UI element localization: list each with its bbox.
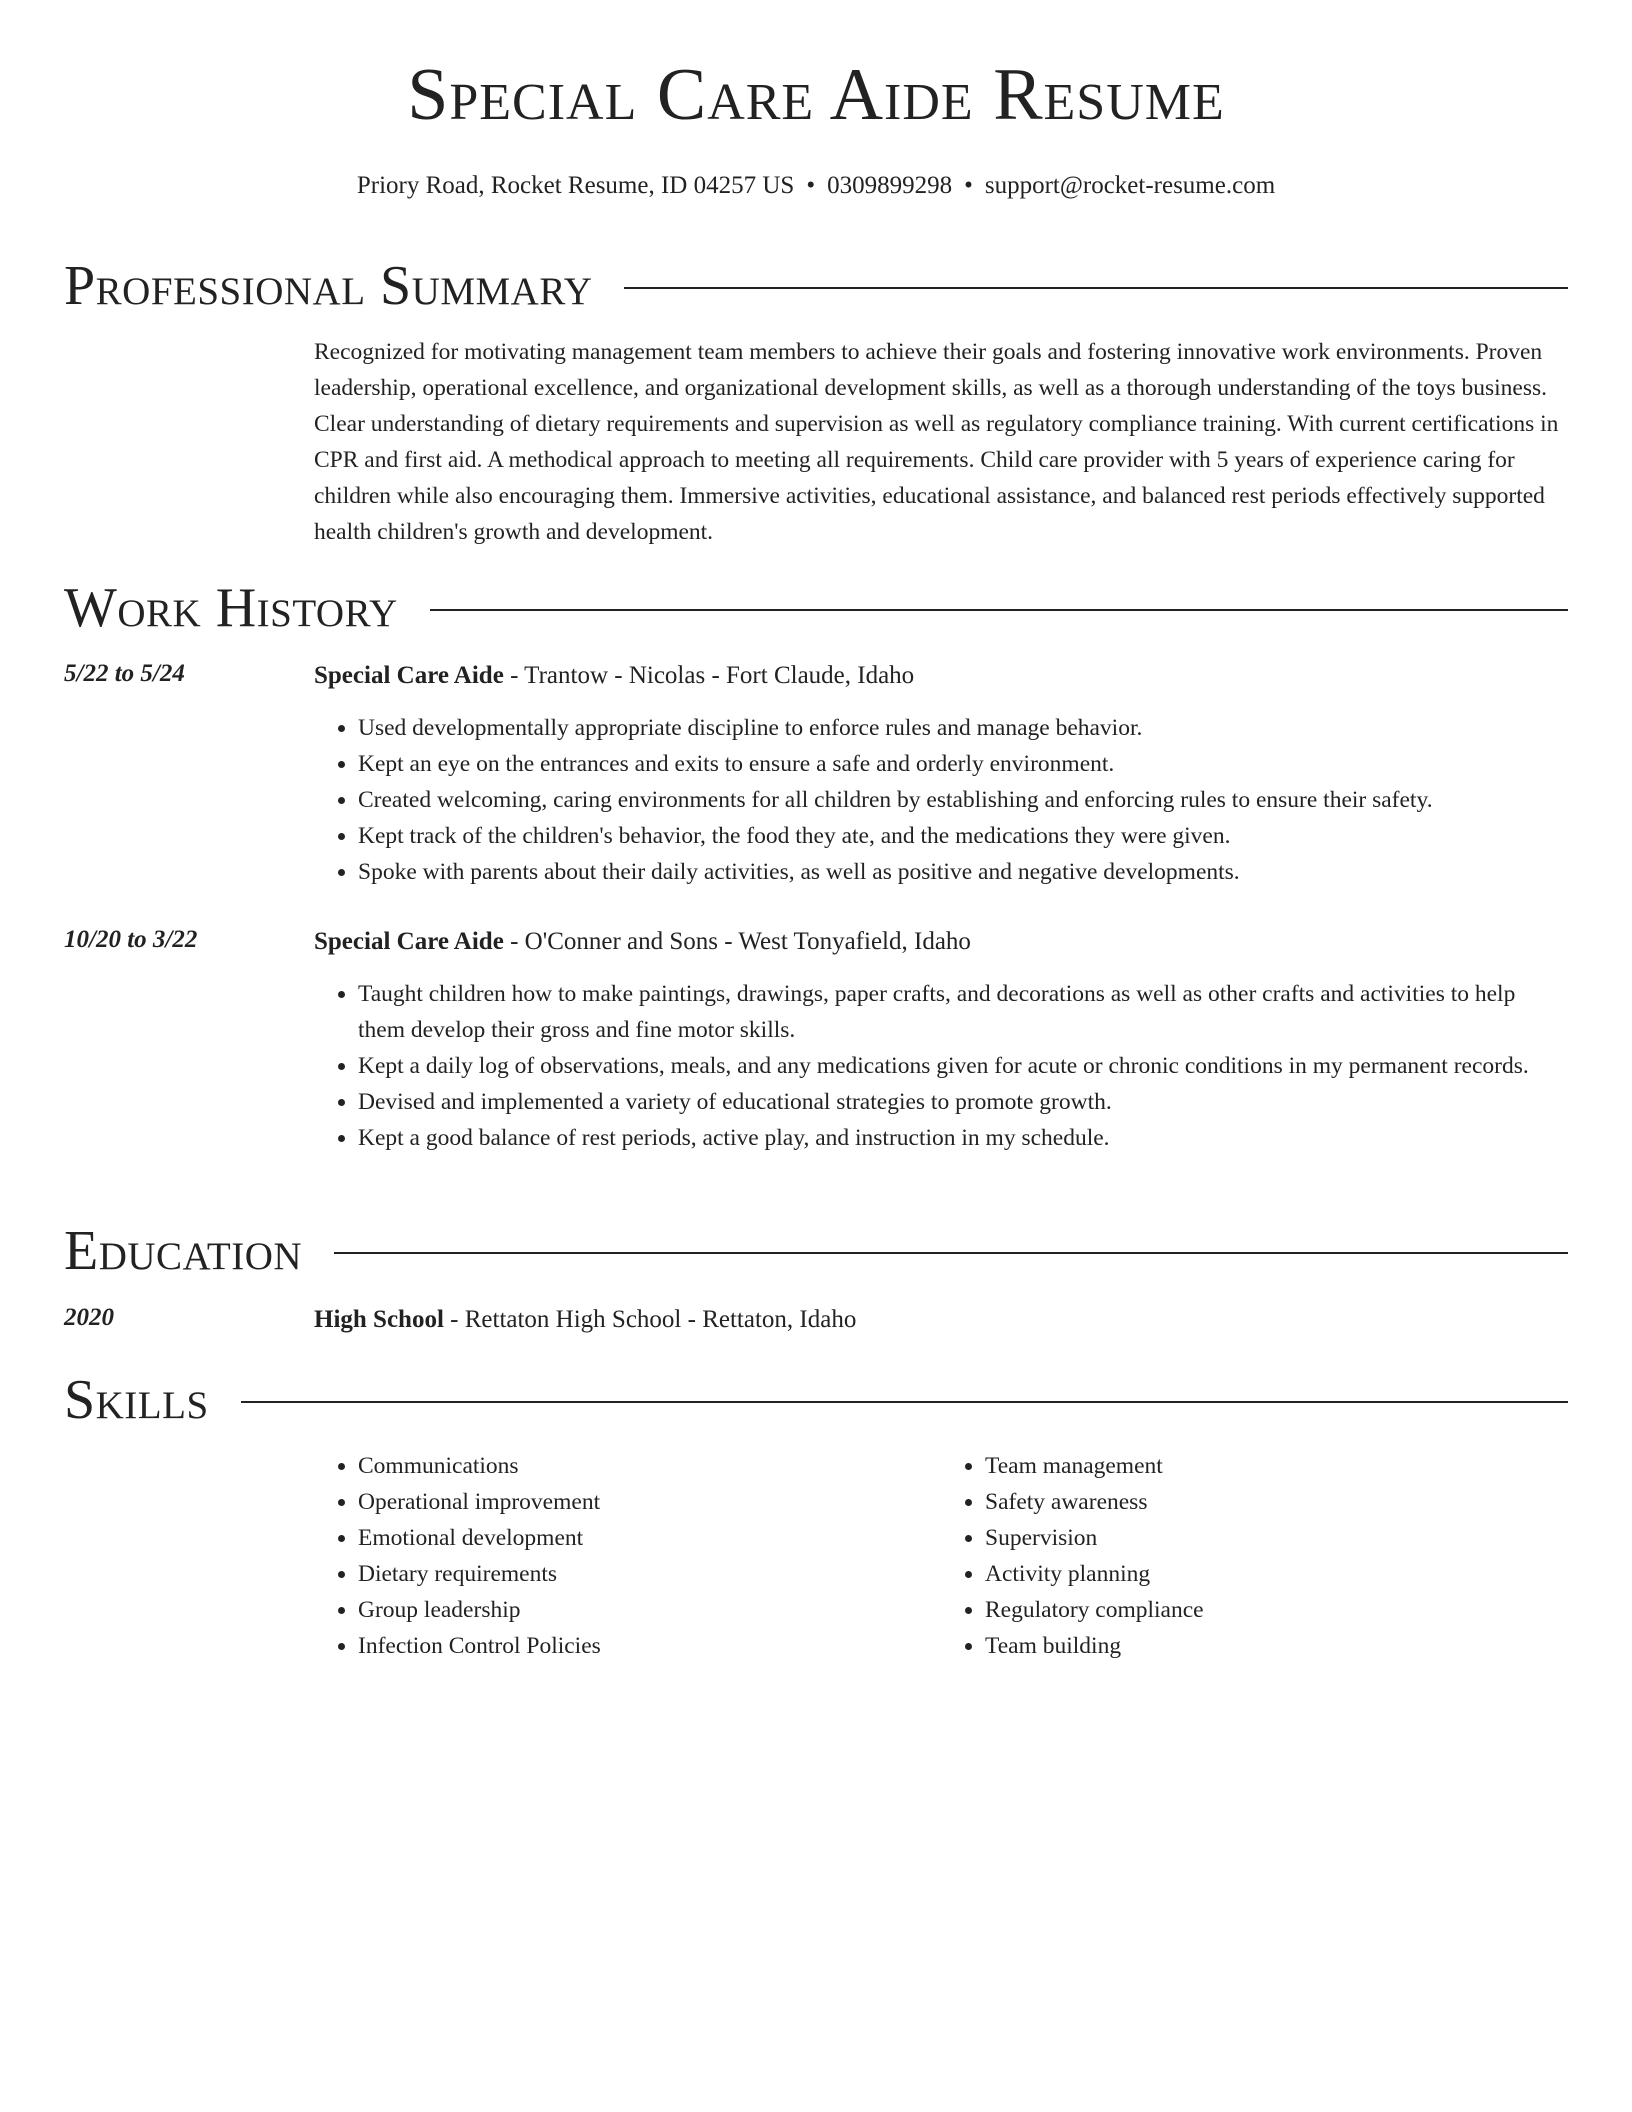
skill-item: • Operational improvement: [358, 1484, 941, 1520]
list-item: • Taught children how to make paintings, drawings, paper crafts, and decorations as well as other crafts and activities to help them develop their gross and fine motor skills.: [358, 976, 1568, 1048]
job-details: - Trantow - Nicolas - Fort Claude, Idaho: [503, 662, 915, 689]
skill-item: • Regulatory compliance: [985, 1592, 1568, 1628]
section-title: Professional Summary: [64, 255, 593, 317]
separator: •: [806, 172, 816, 199]
job-bullet-list: [314, 710, 1568, 890]
education-section-heading: [64, 1220, 1568, 1282]
skills-list-right: [941, 1448, 1568, 1664]
skill-item: • Communications: [358, 1448, 941, 1484]
school-details: - Rettaton High School - Rettaton, Idaho: [443, 1306, 857, 1333]
section-divider: [334, 1252, 1568, 1254]
section-title: Work History: [64, 577, 398, 639]
list-item: • Kept an eye on the entrances and exits to ensure a safe and orderly environment.: [358, 746, 1568, 782]
resume-title: Special Care Aide Resume: [407, 54, 1225, 136]
list-item: • Kept a daily log of observations, meals, and any medications given for acute or chronic conditions in my permanent records.: [358, 1048, 1568, 1084]
section-divider: [241, 1401, 1568, 1403]
phone: 0309899298: [827, 172, 953, 199]
skill-item: • Group leadership: [358, 1592, 941, 1628]
job-dates: 5/22 to 5/24: [64, 660, 185, 687]
skills-section-heading: [64, 1369, 1568, 1431]
section-title: Skills: [64, 1369, 209, 1431]
list-item: • Devised and implemented a variety of educational strategies to promote growth.: [358, 1084, 1568, 1120]
skills-columns: [314, 1448, 1568, 1664]
skill-item: • Team building: [985, 1628, 1568, 1664]
education-year: 2020: [64, 1304, 114, 1331]
list-item: • Used developmentally appropriate discipline to enforce rules and manage behavior.: [358, 710, 1568, 746]
job-title: Special Care Aide: [314, 662, 504, 689]
skill-item: • Safety awareness: [985, 1484, 1568, 1520]
section-divider: [430, 609, 1568, 611]
skills-block: [314, 1448, 1568, 1664]
skill-item: • Activity planning: [985, 1556, 1568, 1592]
job-entry: [314, 658, 1568, 890]
education-entry: [314, 1302, 1568, 1338]
summary-section-heading: [64, 255, 1568, 317]
contact-line: [0, 172, 1632, 200]
job-heading: [314, 924, 1568, 960]
job-heading: [314, 658, 1568, 694]
list-item: • Spoke with parents about their daily activities, as well as positive and negative developments.: [358, 854, 1568, 890]
summary-text-block: [314, 334, 1568, 550]
skill-item: • Dietary requirements: [358, 1556, 941, 1592]
skill-item: • Supervision: [985, 1520, 1568, 1556]
list-item: • Kept a good balance of rest periods, active play, and instruction in my schedule.: [358, 1120, 1568, 1156]
skills-list-left: [314, 1448, 941, 1664]
skill-item: • Team management: [985, 1448, 1568, 1484]
skill-item: • Infection Control Policies: [358, 1628, 941, 1664]
section-title: Education: [64, 1220, 303, 1282]
education-heading: [314, 1302, 1568, 1338]
section-divider: [624, 287, 1568, 289]
job-bullet-list: [314, 976, 1568, 1156]
degree: High School: [314, 1306, 444, 1333]
work-history-section-heading: [64, 577, 1568, 639]
job-dates: 10/20 to 3/22: [64, 926, 198, 953]
address: Priory Road, Rocket Resume, ID 04257 US: [356, 172, 795, 199]
list-item: • Created welcoming, caring environments for all children by establishing and enforcing rules to ensure their safety.: [358, 782, 1568, 818]
job-details: - O'Conner and Sons - West Tonyafield, Idaho: [503, 928, 971, 955]
job-title: Special Care Aide: [314, 928, 504, 955]
separator: •: [964, 172, 973, 199]
job-entry: [314, 924, 1568, 1156]
summary-text: Recognized for motivating management team members to achieve their goals and fostering innovative work environments. Proven leadership, operational excellence, and organizational development skills, as well as a thorough understanding of the toys business. Clear understanding of dietary requirements and supervision as well as regulatory compliance training. With current certifications in CPR and first aid. A methodical approach to meeting all requirements. Child care provider with 5 years of experience caring for children while also encouraging them. Immersive activities, educational assistance, and balanced rest periods effectively supported health children's growth and development.: [314, 339, 1559, 545]
list-item: • Kept track of the children's behavior, the food they ate, and the medications they were given.: [358, 818, 1568, 854]
skill-item: • Emotional development: [358, 1520, 941, 1556]
email: support@rocket-resume.com: [984, 172, 1276, 199]
